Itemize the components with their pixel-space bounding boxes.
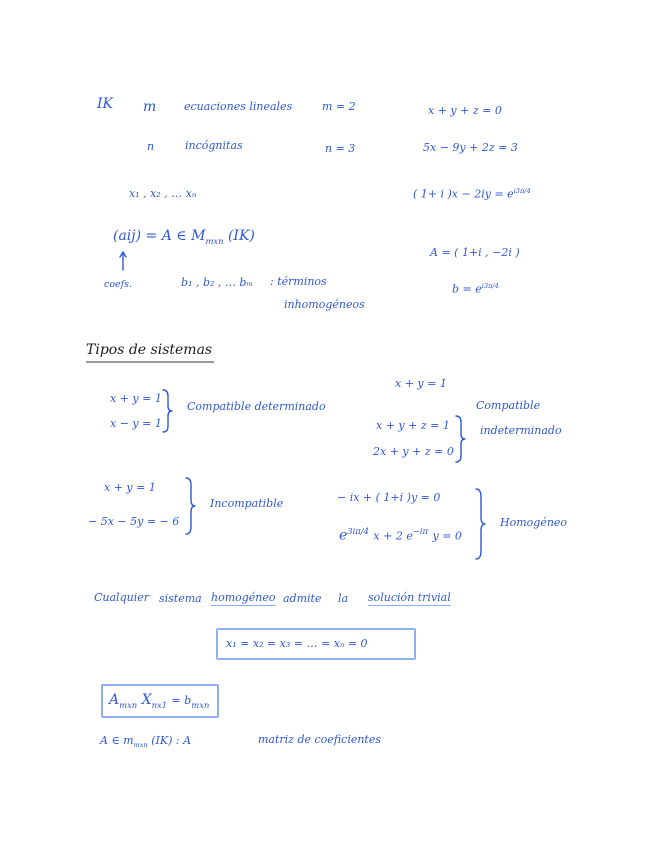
inc-brace-icon <box>183 476 197 536</box>
inc-eq1: x + y = 1 <box>104 481 156 494</box>
b-list: b₁ , b₂ , … bₘ <box>181 276 254 289</box>
cd-label: Compatible determinado <box>187 400 326 413</box>
up-arrow-icon <box>118 250 128 272</box>
trivial-word-3: homogéneo <box>211 591 276 604</box>
field-symbol: IK <box>97 96 113 112</box>
example-A: A = ( 1+i , −2i ) <box>430 246 520 259</box>
matrix-eq-equals: = b <box>171 694 192 707</box>
cd-brace-icon <box>160 388 174 434</box>
variables-list: x₁ , x₂ , … xₙ <box>129 187 197 200</box>
example-eq1: x + y + z = 0 <box>428 104 502 117</box>
section-heading: Tipos de sistemas <box>86 342 213 358</box>
coefs-label: coefs. <box>104 279 133 290</box>
ci-eq2: 2x + y + z = 0 <box>373 445 454 458</box>
example-eq3 <box>413 188 531 200</box>
b-description-1: : términos <box>270 275 327 288</box>
trivial-solution-box <box>216 628 416 660</box>
matrix-desc-2: (IK) : A <box>151 734 192 747</box>
example-eq3-base: ( 1+ i )x − 2iy = e <box>413 187 514 201</box>
example-b-exponent: i3π/4 <box>481 282 499 290</box>
hom-eq1: − ix + ( 1+i )y = 0 <box>337 491 441 504</box>
hom-brace-icon <box>473 487 487 561</box>
trivial-word-1: Cualquier <box>94 591 149 604</box>
cd-eq2: x − y = 1 <box>110 417 162 430</box>
matrix-desc-sub: mxn <box>133 741 148 750</box>
n-value: n = 3 <box>325 142 356 155</box>
ci-brace-icon <box>453 414 467 464</box>
trivial-word-5: la <box>338 592 349 605</box>
matrix-equation <box>109 693 209 709</box>
b-description-2: inhomogéneos <box>284 298 365 311</box>
matrix-eq-A-sub: mxn <box>119 699 138 710</box>
cd-eq1: x + y = 1 <box>110 392 162 405</box>
matrix-def-sub: mxn <box>205 235 224 246</box>
example-eq2: 5x − 9y + 2z = 3 <box>423 141 518 154</box>
trivial-word-6: solución trivial <box>368 591 451 604</box>
hom-end: y = 0 <box>432 529 462 543</box>
ci-eq1: x + y + z = 1 <box>376 419 450 432</box>
hom-e1: e <box>339 527 348 544</box>
matrix-def-field: (IK) <box>227 228 255 244</box>
matrix-desc-3: matriz de coeficientes <box>258 733 382 746</box>
matrix-definition <box>113 229 255 245</box>
trivial-word-2: sistema <box>159 592 202 605</box>
example-eq3-exponent: i3π/4 <box>513 187 531 195</box>
matrix-eq-X: X <box>141 692 152 708</box>
hom-label: Homogéneo <box>500 516 568 529</box>
matrix-eq-A: A <box>109 692 120 708</box>
m-description: ecuaciones lineales <box>184 100 293 113</box>
ci-label-1: Compatible <box>476 399 541 412</box>
example-b-base: b = e <box>452 282 482 296</box>
matrix-equation-box <box>101 684 219 718</box>
heading-underline <box>86 361 214 363</box>
hom-e1-exponent: 3iπ/4 <box>347 526 369 536</box>
ci-top-eq: x + y = 1 <box>395 377 447 390</box>
ci-label-2: indeterminado <box>480 424 562 437</box>
inc-eq2: − 5x − 5y = − 6 <box>88 515 180 528</box>
hom-eq2 <box>339 527 462 543</box>
m-symbol: m <box>143 99 157 115</box>
trivial-solution: x₁ = x₂ = x₃ = … = xₙ = 0 <box>226 637 368 650</box>
hom-mid: x + 2 e <box>373 529 413 543</box>
m-value: m = 2 <box>322 100 356 113</box>
trivial-word-4: admite <box>283 592 322 605</box>
matrix-eq-b-sub: mxn <box>191 699 210 710</box>
n-symbol: n <box>147 140 155 153</box>
matrix-desc-1: A ∈ m <box>100 734 134 747</box>
matrix-def-text: (aij) = A ∈ M <box>113 228 206 244</box>
matrix-eq-X-sub: nx1 <box>151 699 168 710</box>
matrix-desc <box>100 735 191 749</box>
hom-e2-exponent: −iπ <box>412 526 429 536</box>
example-b <box>452 283 499 295</box>
inc-label: Incompatible <box>210 497 284 510</box>
n-description: incógnitas <box>185 139 243 152</box>
